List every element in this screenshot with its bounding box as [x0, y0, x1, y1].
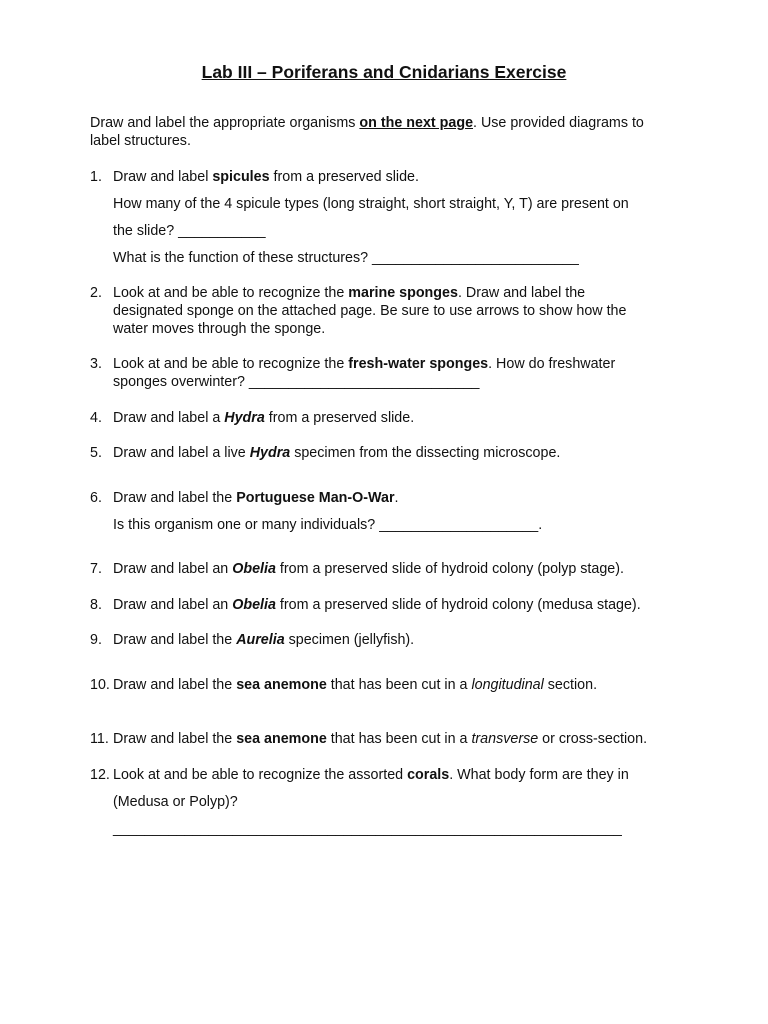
item-number: 2.	[90, 285, 102, 301]
item-text: Draw and label the	[113, 490, 237, 506]
item-5-line-1	[113, 444, 560, 462]
item-keyword: Portuguese Man-O-War	[236, 490, 395, 506]
intro-emphasis: on the next page	[359, 115, 474, 131]
item-keyword: Hydra	[249, 445, 291, 461]
item-text: Look at and be able to recognize the	[113, 285, 349, 301]
item-number: 5.	[90, 445, 102, 461]
item-text: . How do freshwater	[488, 356, 616, 372]
item-italic-term: transverse	[471, 731, 539, 747]
item-text: Draw and label the	[113, 677, 237, 693]
item-12-line-2: (Medusa or Polyp)?	[113, 794, 238, 810]
item-6-question: Is this organism one or many individuals? ____________________.	[113, 517, 543, 533]
item-keyword: sea anemone	[236, 677, 327, 693]
item-1-question-cont: the slide? ___________	[113, 223, 266, 239]
item-text: specimen (jellyfish).	[284, 632, 415, 648]
intro-text: . Use provided diagrams to	[473, 115, 644, 131]
item-9-line-1	[113, 631, 414, 649]
item-number: 12.	[90, 767, 110, 783]
item-number: 10.	[90, 677, 110, 693]
item-text: Look at and be able to recognize the	[113, 356, 349, 372]
item-11-line-1	[113, 730, 647, 748]
item-number: 3.	[90, 356, 102, 372]
item-2-line-3: water moves through the sponge.	[113, 321, 326, 337]
item-number: 11.	[90, 731, 109, 747]
item-text: Draw and label the	[113, 632, 237, 648]
item-number: 6.	[90, 490, 102, 506]
item-keyword: corals	[407, 767, 450, 783]
item-keyword: marine sponges	[348, 285, 458, 301]
item-1-question: How many of the 4 spicule types (long straight, short straight, Y, T) are present on	[113, 196, 629, 212]
item-keyword: Obelia	[232, 561, 276, 577]
item-number: 4.	[90, 410, 102, 426]
item-keyword: Aurelia	[236, 632, 285, 648]
item-text: Draw and label an	[113, 597, 233, 613]
item-text: . What body form are they in	[449, 767, 629, 783]
item-text: from a preserved slide of hydroid colony (polyp stage).	[275, 561, 624, 577]
item-text: specimen from the dissecting microscope.	[290, 445, 561, 461]
item-keyword: Hydra	[224, 410, 265, 426]
item-text: that has been cut in a	[326, 731, 472, 747]
item-4-line-1	[113, 409, 414, 427]
item-keyword: sea anemone	[236, 731, 327, 747]
item-number: 1.	[90, 169, 102, 185]
item-number: 7.	[90, 561, 102, 577]
item-text: Draw and label a	[113, 410, 225, 426]
item-text: . Draw and label the	[457, 285, 586, 301]
item-12-answer-line: ________________________________________________________________	[113, 821, 622, 837]
item-1-function-question: What is the function of these structures? __________________________	[113, 250, 579, 266]
item-italic-term: longitudinal	[471, 677, 544, 693]
item-text: that has been cut in a	[326, 677, 472, 693]
item-text: Look at and be able to recognize the assorted	[113, 767, 408, 783]
item-number: 8.	[90, 597, 102, 613]
item-1-line-1	[113, 168, 419, 186]
item-2-line-2: designated sponge on the attached page. Be sure to use arrows to show how the	[113, 303, 627, 319]
item-text: Draw and label	[113, 169, 213, 185]
page-title: Lab III – Poriferans and Cnidarians Exercise	[201, 62, 567, 82]
item-text: or cross-section.	[538, 731, 648, 747]
item-text: from a preserved slide of hydroid colony (medusa stage).	[275, 597, 641, 613]
item-7-line-1	[113, 560, 624, 578]
intro-text: Draw and label the appropriate organisms	[90, 115, 360, 131]
item-3-line-2: sponges overwinter? _____________________________	[113, 374, 480, 390]
item-2-line-1	[113, 284, 585, 302]
item-keyword: fresh-water sponges	[348, 356, 489, 372]
item-text: from a preserved slide.	[264, 410, 415, 426]
item-text: from a preserved slide.	[269, 169, 419, 185]
item-text: Draw and label a live	[113, 445, 250, 461]
item-number: 9.	[90, 632, 102, 648]
item-6-line-1	[113, 489, 399, 507]
intro-line-2: label structures.	[90, 133, 191, 149]
item-8-line-1	[113, 596, 641, 614]
item-keyword: Obelia	[232, 597, 276, 613]
item-text: Draw and label the	[113, 731, 237, 747]
item-3-line-1	[113, 355, 615, 373]
item-text: section.	[543, 677, 598, 693]
item-12-line-1	[113, 766, 629, 784]
item-keyword: spicules	[212, 169, 270, 185]
item-10-line-1	[113, 676, 597, 694]
item-text: .	[394, 490, 399, 506]
intro-line-1	[90, 114, 644, 132]
item-text: Draw and label an	[113, 561, 233, 577]
